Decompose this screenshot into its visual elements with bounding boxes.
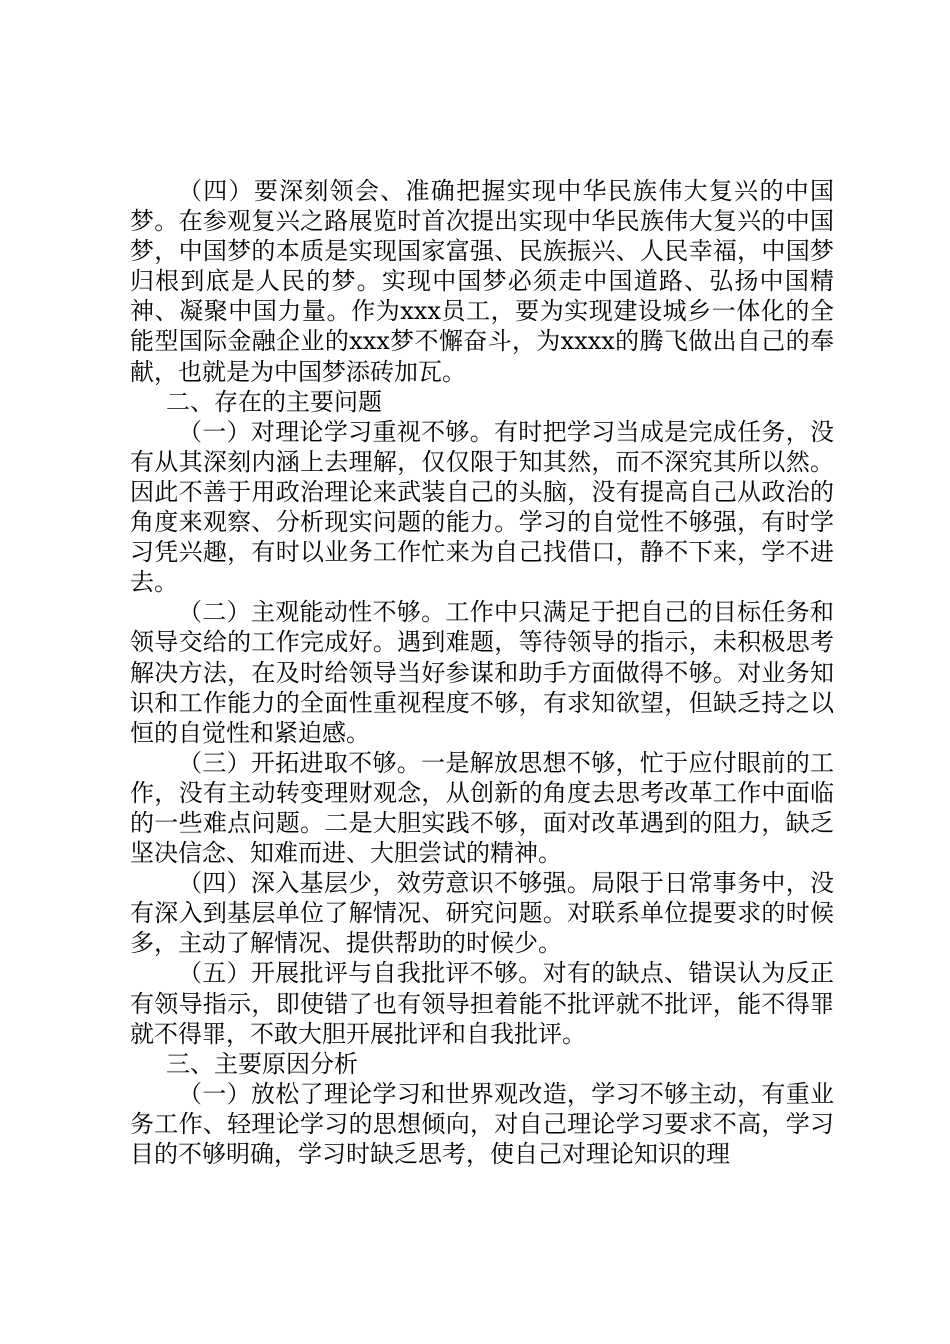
paragraph-china-dream: （四）要深刻领会、准确把握实现中华民族伟大复兴的中国梦。在参观复兴之路展览时首次提出实现中华民族伟大复兴的中国梦，中国梦的本质是实现国家富强、民族振兴、人民幸福，中国梦归根到底是人民的梦。实现中国梦必须走中国道路、弘扬中国精神、凝聚中国力量。作为xxx员工，要为实现建设城乡一体化的全能型国际金融企业的xxx梦不懈奋斗，为xxxx的腾飞做出自己的奉献，也就是为中国梦添砖加瓦。 [130,177,834,386]
section-heading-main-problems: 二、存在的主要问题 [166,387,382,416]
document-body [130,176,834,1169]
paragraph-enterprising: （三）开拓进取不够。一是解放思想不够，忙于应付眼前的工作，没有主动转变理财观念，从创新的角度去思考改革工作中面临的一些难点问题。二是大胆实践不够，面对改革遇到的阻力，缺乏坚决信念、知难而进、大胆尝试的精神。 [130,748,834,868]
paragraph-grassroots: （四）深入基层少，效劳意识不够强。局限于日常事务中，没有深入到基层单位了解情况、研究问题。对联系单位提要求的时候多，主动了解情况、提供帮助的时候少。 [130,869,834,958]
section-heading-cause-analysis: 三、主要原因分析 [166,1049,358,1078]
paragraph-theory-study: （一）对理论学习重视不够。有时把学习当成是完成任务，没有从其深刻内涵上去理解，仅仅限于知其然，而不深究其所以然。因此不善于用政治理论来武装自己的头脑，没有提高自己从政治的角度来观察、分析现实问题的能力。学习的自觉性不够强，有时学习凭兴趣，有时以业务工作忙来为自己找借口，静不下来，学不进去。 [130,417,834,597]
paragraph-criticism: （五）开展批评与自我批评不够。对有的缺点、错误认为反正有领导指示，即使错了也有领导担着能不批评就不批评，能不得罪就不得罪，不敢大胆开展批评和自我批评。 [130,959,834,1048]
paragraph-relaxed-study: （一）放松了理论学习和世界观改造，学习不够主动，有重业务工作、轻理论学习的思想倾向，对自己理论学习要求不高，学习目的不够明确，学习时缺乏思考，使自己对理论知识的理 [130,1079,834,1168]
paragraph-initiative: （二）主观能动性不够。工作中只满足于把自己的目标任务和领导交给的工作完成好。遇到难题，等待领导的指示，未积极思考解决方法，在及时给领导当好参谋和助手方面做得不够。对业务知识和工作能力的全面性重视程度不够，有求知欲望，但缺乏持之以恒的自觉性和紧迫感。 [130,598,834,747]
